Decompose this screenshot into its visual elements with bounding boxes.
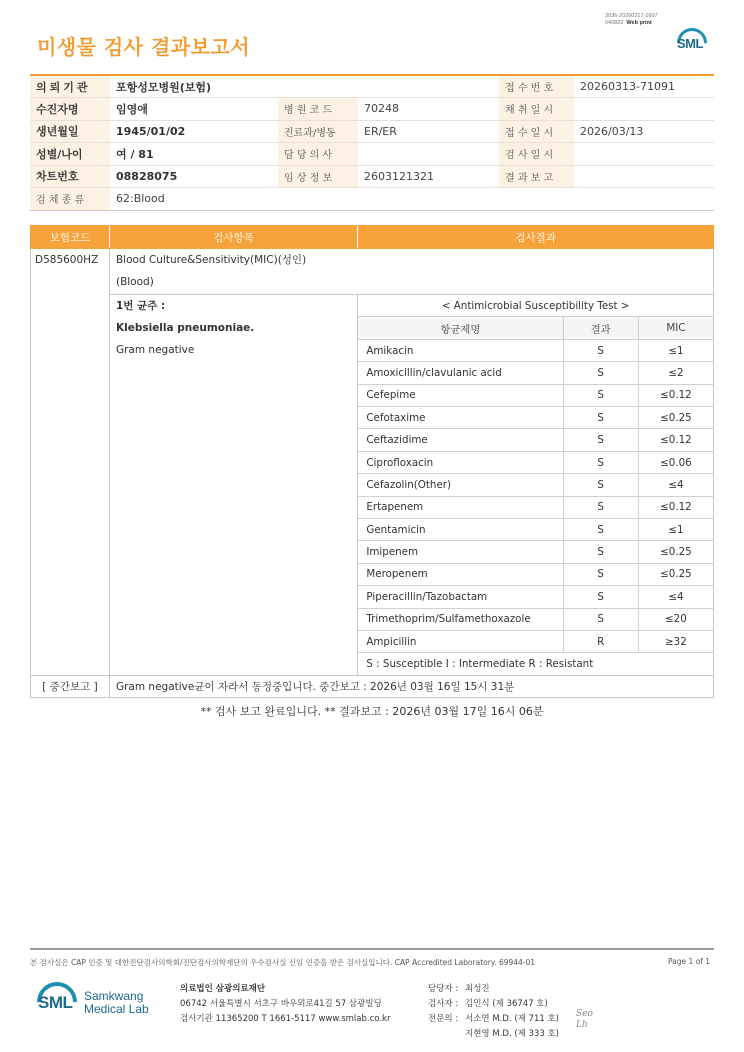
- ast-drug: Cefazolin(Other): [358, 474, 563, 496]
- print-code-line2: 040822: [605, 20, 624, 26]
- ast-row: [358, 362, 713, 384]
- staff-block: [428, 982, 559, 1042]
- ast-drug: Gentamicin: [358, 519, 563, 541]
- collect-date-value: [574, 98, 714, 121]
- ast-row: [358, 541, 713, 563]
- name-label: 수진자명: [30, 98, 110, 121]
- sml-logo-text: SML: [677, 36, 703, 51]
- specialist-2: 지현영 M.D. (제 333 호): [465, 1029, 560, 1039]
- ast-drug: Ceftazidime: [358, 429, 563, 451]
- receipt-no-label: 접 수 번 호: [499, 75, 574, 98]
- ast-mic: ≤0.25: [638, 407, 713, 429]
- ast-mic: ≤1: [638, 339, 713, 361]
- print-code-line1: 3036-20260317-1607: [605, 13, 658, 19]
- ast-row: [358, 384, 713, 406]
- interim-text: Gram negative균이 자라서 동정중입니다. 중간보고 : 2026년 03월 16일 15시 31분: [109, 676, 713, 698]
- footer-logo-line2: Medical Lab: [84, 1002, 149, 1016]
- ast-result: S: [563, 586, 638, 608]
- ast-mic: ≤2: [638, 362, 713, 384]
- ast-drug: Cefotaxime: [358, 407, 563, 429]
- ast-drug: Imipenem: [358, 541, 563, 563]
- test-code: D585600HZ: [31, 249, 110, 676]
- signature: [576, 1009, 593, 1031]
- ast-row: [358, 496, 713, 518]
- chart-no-label: 차트번호: [30, 165, 110, 188]
- samkwang-logo: [37, 982, 157, 1026]
- report-title: 미생물 검사 결과보고서: [37, 35, 251, 59]
- clinical-value: 2603121321: [358, 165, 499, 188]
- footer-logo-sml: SML: [38, 993, 73, 1012]
- doctor-label: 담 당 의 사: [278, 143, 358, 166]
- ast-col-drug: 항균제명: [358, 317, 563, 339]
- ast-result: S: [563, 429, 638, 451]
- ast-col-result: 결과: [563, 317, 638, 339]
- ast-result: S: [563, 362, 638, 384]
- ast-mic: ≤0.25: [638, 563, 713, 585]
- hospital-code-value: 70248: [358, 98, 499, 121]
- ast-result: S: [563, 563, 638, 585]
- ast-mic: ≤0.06: [638, 451, 713, 473]
- ast-row: [358, 586, 713, 608]
- patient-info-table: [30, 74, 714, 211]
- report-value: [574, 165, 714, 188]
- ast-mic: ≤0.12: [638, 496, 713, 518]
- ast-row: [358, 339, 713, 361]
- dob-label: 생년월일: [30, 120, 110, 143]
- results-table: [30, 225, 714, 698]
- organism-number: 1번 균주 :: [115, 299, 166, 312]
- tester-name: 김민식 (제 36747 호): [465, 999, 548, 1009]
- col-item-header: 검사항목: [109, 226, 357, 249]
- dob-value: 1945/01/02: [110, 120, 278, 143]
- contact-line: 검사기관 11365200 T 1661-5117 www.smlab.co.kr: [180, 1014, 391, 1024]
- sex-age-label: 성별/나이: [30, 143, 110, 166]
- staff-label: 담당자 :: [428, 984, 459, 994]
- signature-1: Seo: [576, 1009, 593, 1019]
- doctor-value: [358, 143, 499, 166]
- chart-no-value: 08828075: [110, 165, 278, 188]
- ast-mic: ≤4: [638, 474, 713, 496]
- ast-result: S: [563, 407, 638, 429]
- collect-date-label: 채 취 일 시: [499, 98, 574, 121]
- col-code-header: 보험코드: [31, 226, 110, 249]
- ast-drug: Trimethoprim/Sulfamethoxazole: [358, 608, 563, 630]
- ast-row: [358, 474, 713, 496]
- ast-mic: ≤1: [638, 519, 713, 541]
- ast-drug: Ciprofloxacin: [358, 451, 563, 473]
- test-item-specimen: (Blood): [115, 276, 154, 289]
- specialist-label: 전문의 :: [428, 1014, 459, 1024]
- ast-result: S: [563, 608, 638, 630]
- ast-result: S: [563, 474, 638, 496]
- ast-drug: Cefepime: [358, 384, 563, 406]
- ast-drug: Amikacin: [358, 339, 563, 361]
- ast-mic: ≤0.12: [638, 384, 713, 406]
- page-number: Page 1 of 1: [668, 957, 711, 966]
- ast-drug: Amoxicillin/clavulanic acid: [358, 362, 563, 384]
- ast-result: S: [563, 451, 638, 473]
- print-code: [605, 13, 658, 27]
- lab-address: [180, 982, 390, 1027]
- client-label: 의뢰기관: [30, 75, 110, 98]
- ast-mic: ≤20: [638, 608, 713, 630]
- ast-drug: Ampicillin: [358, 630, 563, 652]
- organism-name: Klebsiella pneumoniae.: [115, 321, 255, 334]
- address-line: 06742 서울특별시 서초구 바우뫼로41길 57 삼광빌딩: [180, 999, 382, 1009]
- footer-logo-line1: Samkwang: [84, 989, 144, 1003]
- ast-table: [358, 295, 713, 676]
- receipt-date-value: 2026/03/13: [574, 120, 714, 143]
- client-value: 포항성모병원(보험): [110, 75, 499, 98]
- ast-row: [358, 451, 713, 473]
- receipt-no-value: 20260313-71091: [574, 75, 714, 98]
- ast-drug: Piperacillin/Tazobactam: [358, 586, 563, 608]
- sex-age-value: 여 / 81: [110, 143, 278, 166]
- clinical-label: 임 상 정 보: [278, 165, 358, 188]
- ast-row: [358, 429, 713, 451]
- ast-result: S: [563, 496, 638, 518]
- signature-2: Lh: [576, 1020, 588, 1030]
- ast-mic: ≤0.12: [638, 429, 713, 451]
- ast-result: S: [563, 339, 638, 361]
- ast-col-mic: MIC: [638, 317, 713, 339]
- ast-result: R: [563, 630, 638, 652]
- dept-label: 진료과/병동: [278, 120, 358, 143]
- interim-label: [ 중간보고 ]: [31, 676, 110, 698]
- ast-row: [358, 608, 713, 630]
- ast-title: < Antimicrobial Susceptibility Test >: [358, 295, 713, 317]
- dept-value: ER/ER: [358, 120, 499, 143]
- final-report-note: ** 검사 보고 완료입니다. ** 결과보고 : 2026년 03월 17일 16시 06분: [200, 705, 544, 718]
- receipt-date-label: 접 수 일 시: [499, 120, 574, 143]
- staff-name: 최성진: [465, 984, 490, 994]
- tester-label: 검사자 :: [428, 999, 459, 1009]
- col-result-header: 검사결과: [358, 226, 714, 249]
- web-print-label: Web print: [626, 20, 652, 26]
- ast-row: [358, 563, 713, 585]
- ast-result: S: [563, 384, 638, 406]
- ast-result: S: [563, 541, 638, 563]
- org-name: 의료법인 삼광의료재단: [180, 984, 266, 994]
- test-date-label: 검 사 일 시: [499, 143, 574, 166]
- cap-statement: 본 검사실은 CAP 인증 및 대한진단검사의학회/진단검사의학재단의 우수검사실 신임 인증을 받은 검사실입니다. CAP Accredited Laboratory. 69944-01: [30, 958, 536, 967]
- test-item-name: Blood Culture&Sensitivity(MIC)(성인): [115, 254, 307, 266]
- ast-legend: S : Susceptible I : Intermediate R : Resistant: [358, 653, 713, 675]
- gram-stain: Gram negative: [115, 344, 195, 357]
- report-label: 결 과 보 고: [499, 165, 574, 188]
- ast-mic: ≤4: [638, 586, 713, 608]
- specimen-label: 검 체 종 류: [30, 188, 110, 211]
- specimen-value: 62:Blood: [110, 188, 714, 211]
- ast-row: [358, 407, 713, 429]
- ast-mic: ≤0.25: [638, 541, 713, 563]
- ast-drug: Meropenem: [358, 563, 563, 585]
- specialist-1: 서소연 M.D. (제 711 호): [465, 1014, 560, 1024]
- footer-divider: [30, 948, 714, 950]
- ast-mic: ≥32: [638, 630, 713, 652]
- ast-row: [358, 519, 713, 541]
- ast-result: S: [563, 519, 638, 541]
- ast-drug: Ertapenem: [358, 496, 563, 518]
- sml-logo: [674, 26, 712, 62]
- name-value: 임영애: [110, 98, 278, 121]
- test-date-value: [574, 143, 714, 166]
- hospital-code-label: 병 원 코 드: [278, 98, 358, 121]
